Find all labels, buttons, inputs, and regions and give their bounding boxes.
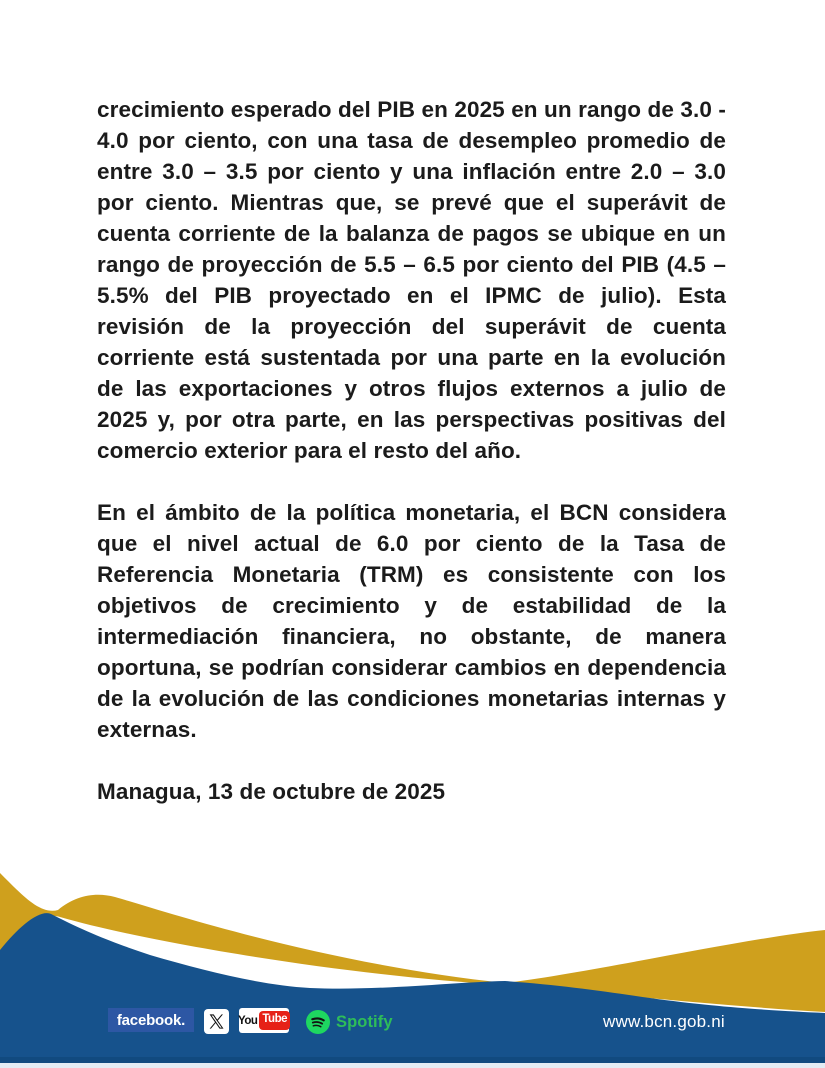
body-paragraph-1: crecimiento esperado del PIB en 2025 en un rango de 3.0 - 4.0 por ciento, con una tasa de desempleo promedio de entre 3.0 – 3.5 por ciento y una inflación entre 2.0 – 3.0 por ciento. Mientras que, se prevé que el superávit de cuenta corriente de la balanza de pagos se ubique en un rango de proyección de 5.5 – 6.5 por ciento del PIB (4.5 – 5.5% del PIB proyectado en el IPMC de julio). Esta revisión de la proyección del superávit de cuenta corriente está sustentada por una parte en la evolución de las exportaciones y otros flujos externos a julio de 2025 y, por otra parte, en las perspectivas positivas del comercio exterior para el resto del año. — [97, 97, 726, 463]
spotify-badge[interactable] — [306, 1010, 393, 1034]
dateline: Managua, 13 de octubre de 2025 — [97, 779, 446, 804]
page-bottom-edge-light — [0, 1063, 825, 1068]
spotify-label: Spotify — [336, 1012, 393, 1031]
spotify-icon — [306, 1010, 330, 1034]
website-url[interactable]: www.bcn.gob.ni — [603, 1012, 725, 1031]
x-badge[interactable] — [204, 1009, 229, 1034]
youtube-you-label: You — [238, 1014, 258, 1027]
youtube-badge[interactable] — [239, 1008, 289, 1033]
youtube-tube-label: Tube — [259, 1011, 290, 1030]
facebook-badge[interactable] — [108, 1008, 194, 1032]
body-paragraph-2: En el ámbito de la política monetaria, el BCN considera que el nivel actual de 6.0 por ciento de la Tasa de Referencia Monetaria (TRM) es consistente con los objetivos de crecimiento y de estabilidad de la intermediación financiera, no obstante, de manera oportuna, se podrían considerar cambios en dependencia de la evolución de las condiciones monetarias internas y externas. — [97, 500, 726, 742]
page-bottom-edge-dark — [0, 1057, 825, 1063]
facebook-label: facebook. — [116, 1011, 186, 1029]
footer-wave-graphic — [0, 855, 825, 1068]
press-release-body — [97, 94, 726, 807]
x-logo-icon — [208, 1013, 225, 1030]
